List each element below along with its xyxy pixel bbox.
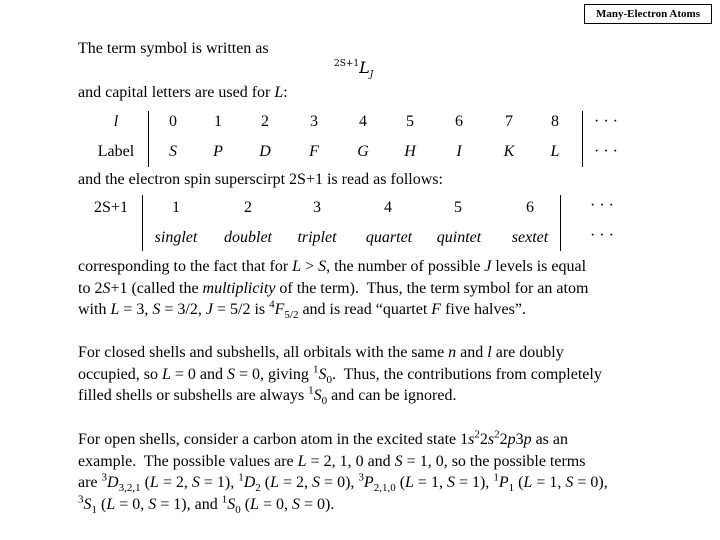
term-symbol-formula xyxy=(334,58,373,80)
table2-ellipsis: · · · xyxy=(590,197,614,214)
paragraph-line: For open shells, consider a carbon atom in the excited state $1s^22s^22p3p$ as an xyxy=(78,428,569,448)
paragraph-multiplicity xyxy=(78,256,678,321)
paragraph-line: For closed shells and subshells, all orbitals with the same n and l are doubly xyxy=(78,344,564,361)
table1-cell: 2 xyxy=(261,113,269,130)
table1-cell: 7 xyxy=(505,113,513,130)
paragraph-line: occupied, so L = 0 and S = 0, giving $^1S_0$. Thus, the contributions from completely xyxy=(78,363,602,386)
table2-name: doublet xyxy=(224,229,272,246)
intro-line-2 xyxy=(78,84,288,102)
table1-ellipsis: · · · xyxy=(594,143,618,160)
paragraph-closed-shells xyxy=(78,342,678,407)
table1-cell: S xyxy=(169,143,177,160)
table2-name: quartet xyxy=(365,229,413,246)
paragraph-line: corresponding to the fact that for L > S, the number of possible J levels is equal xyxy=(78,258,587,275)
table1-cell: H xyxy=(404,143,416,160)
table1-cell: L xyxy=(550,143,560,160)
table1-ellipsis: · · · xyxy=(594,113,618,130)
table1-cell: I xyxy=(456,143,462,160)
intro-line-1: The term symbol is written as xyxy=(78,40,269,57)
table2-value: 6 xyxy=(526,199,534,216)
table2-name: sextet xyxy=(511,229,549,246)
table2-name: quintet xyxy=(436,229,482,246)
intro-line-2-var: L xyxy=(274,84,284,101)
table1-header-label: Label xyxy=(97,143,135,160)
table1-cell: 6 xyxy=(455,113,463,130)
intro-line-2-suffix: : xyxy=(283,84,288,101)
table1-cell: P xyxy=(213,143,223,160)
table1-cell: 8 xyxy=(551,113,559,130)
paragraph-line: example. The possible values are L = 2, 1, 0 and S = 1, 0, so the possible terms xyxy=(78,452,586,470)
table2-divider xyxy=(142,195,143,251)
table2-value: 3 xyxy=(313,199,321,216)
paragraph-open-shells xyxy=(78,429,678,515)
table1-cell: D xyxy=(259,143,271,160)
table2-header: 2S+1 xyxy=(94,199,128,216)
table2-name: singlet xyxy=(154,229,198,246)
table2-ellipsis: · · · xyxy=(590,227,614,244)
table1-cell: 0 xyxy=(169,113,177,130)
table2-value: 2 xyxy=(244,199,252,216)
paragraph-line: to 2S+1 (called the multiplicity of the term). Thus, the term symbol for an atom xyxy=(78,279,589,297)
paragraph-line: with L = 3, S = 3/2, J = 5/2 is $^4F_{5/2}$ and is read “quartet F five halves”. xyxy=(78,298,526,322)
spin-intro-line: and the electron spin superscirpt 2S+1 is read as follows: xyxy=(78,171,443,188)
term-symbol-subscript: J xyxy=(369,70,374,80)
table1-header-l: l xyxy=(113,113,119,130)
table1-cell: 3 xyxy=(310,113,318,130)
table1-cell: 4 xyxy=(359,113,367,130)
table1-cell: 1 xyxy=(214,113,222,130)
term-symbol-letter: L xyxy=(359,58,370,77)
table1-cell: 5 xyxy=(406,113,414,130)
term-symbol-superscript: 2S+1 xyxy=(334,59,360,69)
table1-divider-right xyxy=(582,111,583,167)
table1-cell: G xyxy=(357,143,369,160)
table2-value: 4 xyxy=(384,199,392,216)
table1-divider xyxy=(148,111,149,167)
table2-value: 1 xyxy=(172,199,180,216)
table1-cell: F xyxy=(309,143,319,160)
intro-line-2-prefix: and capital letters are used for xyxy=(78,84,275,101)
paragraph-line: filled shells or subshells are always $^1S_0$ and can be ignored. xyxy=(78,384,457,408)
slide-topic-tag: Many-Electron Atoms xyxy=(584,4,712,24)
paragraph-line: $^3S_1$ (L = 0, S = 1), and $^1S_0$ (L = 0, S = 0). xyxy=(78,493,335,516)
table2-name: triplet xyxy=(297,229,337,246)
table2-value: 5 xyxy=(454,199,462,216)
paragraph-line: are $^3D_{3,2,1}$ (L = 2, S = 1), $^1D_2$ (L = 2, S = 0), $^3P_{2,1,0}$ (L = 1, S = 1), $^1P_1$ (L = 1, S = 0), xyxy=(78,471,608,495)
table1-cell: K xyxy=(503,143,515,160)
